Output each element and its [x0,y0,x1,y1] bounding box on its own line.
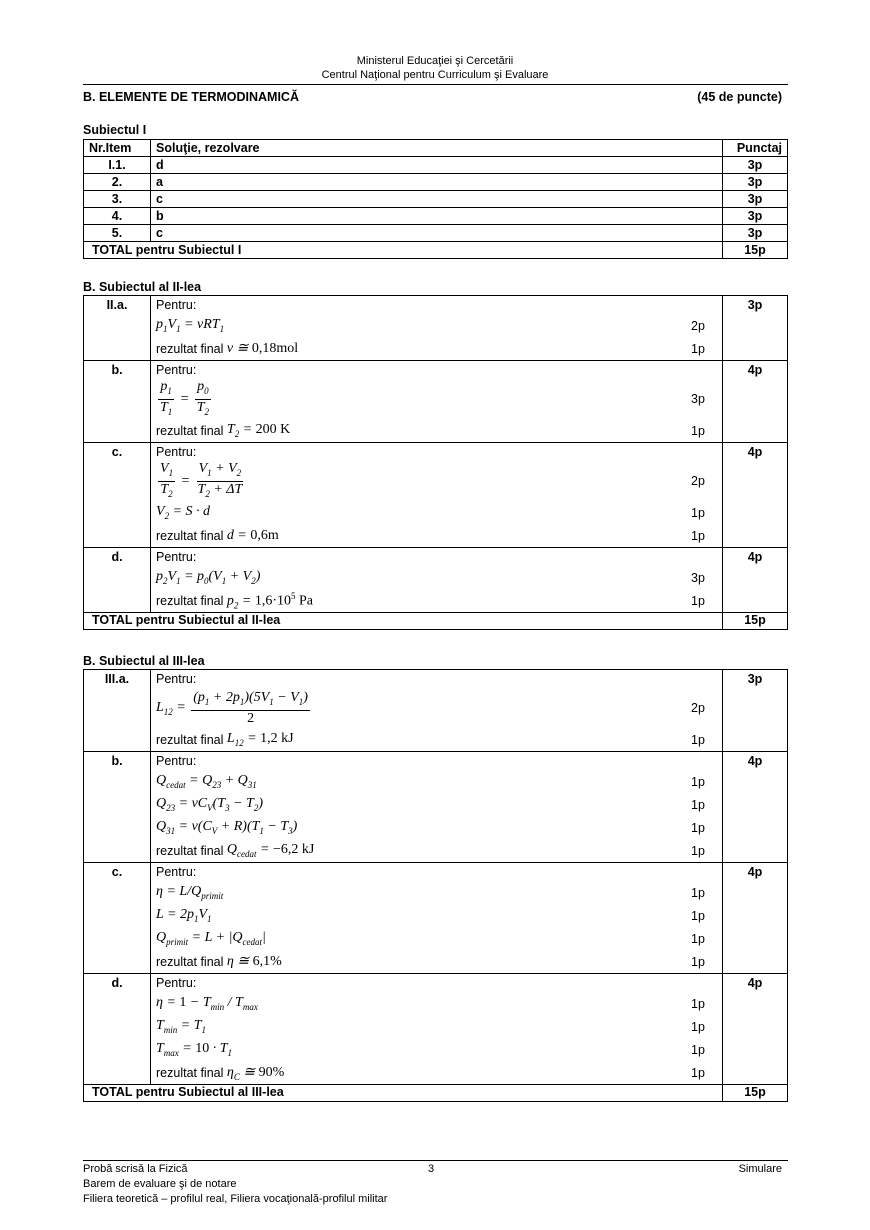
result-label: rezultat final [156,423,224,438]
item-number: II.a. [84,296,151,361]
line-points: 1p [691,797,705,812]
table-row [84,191,788,208]
for-label: Pentru: [156,865,197,879]
formula: $p_2V_1 = p_0(V_1 + V_2)$ [156,569,261,586]
line-points: 1p [691,1019,705,1034]
item-block-b [84,361,788,443]
page-number: 3 [428,1163,435,1175]
line [151,752,722,770]
formula-line [151,927,722,950]
center-name: Centrul Naţional pentru Curriculum şi Evaluare [321,69,549,81]
formula: $T_{min} = T_1$ [156,1018,207,1035]
header-rule [83,84,788,85]
line [151,670,722,688]
footer-session: Simulare [738,1163,782,1175]
formula-line [151,793,722,816]
formula: $V_2 = S \cdot d$ [156,504,211,521]
result-label: rezultat final [156,1065,224,1080]
col-solution-header: Soluţie, rezolvare [151,140,723,157]
result-formula: η ≅ 6,1% [226,954,282,969]
formula-line [151,314,722,337]
line-points: 3p [691,392,705,406]
formula: $L_{12}$ = $\frac{(p_1 + 2p_1)(5V_1 - V_1)}{2}$ [156,690,308,726]
line [151,443,722,461]
footer-barem: Barem de evaluare şi de notare [83,1178,237,1190]
total-row [84,242,788,259]
result-line [151,728,722,751]
solution-cell [151,974,723,1085]
line-points: 1p [691,820,705,835]
subject-2-title: B. Subiectul al II-lea [83,280,202,294]
for-label: Pentru: [156,550,197,564]
line-points: 1p [691,996,705,1011]
answer: d [151,157,723,174]
subject-3-table [83,669,788,1102]
item-points: 3p [723,191,788,208]
solution-cell [151,443,723,548]
item-number: 3. [84,191,151,208]
formula-line [151,501,722,524]
item-points: 3p [723,296,788,361]
result-line [151,950,722,973]
result-label: rezultat final [156,341,224,356]
formula-line [151,379,722,419]
result-line [151,337,722,360]
subject-1-table [83,139,788,259]
item-number: b. [84,752,151,863]
formula: $\frac{V_1}{T_2}$ = $\frac{V_1 + V_2}{T_2 + \Delta T}$ [160,460,243,499]
item-number: 5. [84,225,151,242]
subject-2-table [83,295,788,630]
result-formula: $L_{12} = 1,2$ kJ [226,731,294,748]
total-row [84,1085,788,1102]
item-points: 4p [723,863,788,974]
table-row [84,157,788,174]
line-points: 2p [691,318,705,333]
item-points: 4p [723,974,788,1085]
ministry-name: Ministerul Educaţiei şi Cercetării [356,55,514,67]
formula: $T_{max} = 10 \cdot T_1$ [156,1041,233,1058]
total-points: 15p [723,1085,788,1102]
solution-cell [151,361,723,443]
item-number: III.a. [84,670,151,752]
item-points: 4p [723,361,788,443]
col-points-header: Punctaj [723,140,788,157]
subject-1-title: Subiectul I [83,123,147,137]
table-row [84,208,788,225]
line-points: 1p [691,341,705,356]
line-points: 1p [691,732,705,747]
col-item-header: Nr.Item [84,140,151,157]
item-points: 4p [723,443,788,548]
line [151,548,722,566]
item-block-b [84,752,788,863]
answer: b [151,208,723,225]
formula: $p_1V_1 = \nu RT_1$ [156,317,225,334]
result-line [151,839,722,862]
formula: $\frac{p_1}{T_1}$ = $\frac{p_0}{T_2}$ [160,378,210,417]
answer: c [151,191,723,208]
table-row [84,174,788,191]
table-header [84,140,788,157]
line-points: 2p [691,474,705,488]
formula-line [151,770,722,793]
for-label: Pentru: [156,298,197,312]
subject-3-title: B. Subiectul al III-lea [83,654,205,668]
formula: $\eta = L/Q_{primit}$ [156,884,224,901]
result-formula: $p_2 = 1,6\cdot 10^5$ Pa [226,590,314,611]
item-number: d. [84,548,151,613]
line [151,361,722,379]
total-points: 15p [723,613,788,630]
line-points: 3p [691,570,705,585]
footer-exam: Probă scrisă la Fizică [83,1163,188,1175]
result-line [151,419,722,442]
solution-cell [151,296,723,361]
total-label: TOTAL pentru Subiectul al III-lea [84,1085,723,1102]
result-formula: ν ≅ 0,18mol [226,341,299,356]
item-block-d [84,974,788,1085]
item-number: b. [84,361,151,443]
item-block-c [84,863,788,974]
line-points: 1p [691,908,705,923]
item-block-c [84,443,788,548]
footer-rule [83,1160,788,1161]
item-points: 3p [723,208,788,225]
solution-cell [151,863,723,974]
line-points: 1p [691,423,705,438]
formula: $Q_{primit} = L + |Q_{cedat}|$ [156,930,266,947]
item-points: 4p [723,752,788,863]
item-points: 4p [723,548,788,613]
for-label: Pentru: [156,445,197,459]
formula-line [151,1015,722,1038]
total-label: TOTAL pentru Subiectul I [84,242,723,259]
line-points: 1p [691,1042,705,1057]
section-title: B. ELEMENTE DE TERMODINAMICĂ [83,90,299,104]
item-number: 4. [84,208,151,225]
formula-line [151,904,722,927]
result-label: rezultat final [156,954,224,969]
formula-line [151,1038,722,1061]
result-line [151,1061,722,1084]
item-points: 3p [723,670,788,752]
formula-line [151,992,722,1015]
formula-line [151,461,722,501]
result-line [151,524,722,547]
line-points: 1p [691,1065,705,1080]
line-points: 1p [691,843,705,858]
line-points: 1p [691,954,705,969]
result-line [151,589,722,612]
item-number: 2. [84,174,151,191]
formula: $Q_{23} = \nu C_V(T_3 - T_2)$ [156,796,263,813]
for-label: Pentru: [156,672,197,686]
formula: $L = 2p_1V_1$ [156,907,212,924]
formula: $Q_{31} = \nu(C_V + R)(T_1 - T_3)$ [156,819,298,836]
item-number: c. [84,443,151,548]
solution-cell [151,752,723,863]
item-points: 3p [723,157,788,174]
result-formula: d = 0,6m [226,527,279,543]
for-label: Pentru: [156,976,197,990]
result-formula: $Q_{cedat} = -6,2$ kJ [226,842,315,859]
total-label: TOTAL pentru Subiectul al II-lea [84,613,723,630]
item-block-a [84,296,788,361]
item-block-d [84,548,788,613]
item-number: I.1. [84,157,151,174]
line [151,974,722,992]
line-points: 1p [691,774,705,789]
line-points: 1p [691,593,705,608]
total-points: 15p [723,242,788,259]
solution-cell [151,670,723,752]
solution-cell [151,548,723,613]
line-points: 1p [691,885,705,900]
result-label: rezultat final [156,732,224,747]
line-points: 2p [691,701,705,715]
line-points: 1p [691,505,705,520]
for-label: Pentru: [156,363,197,377]
result-label: rezultat final [156,843,224,858]
formula-line [151,688,722,728]
line [151,863,722,881]
item-number: c. [84,863,151,974]
result-label: rezultat final [156,593,224,608]
result-formula: $T_2 = 200$ K [226,422,291,439]
formula-line [151,816,722,839]
line [151,296,722,314]
result-label: rezultat final [156,528,224,543]
formula-line [151,881,722,904]
formula: $\eta = 1 - T_{min} / T_{max}$ [156,995,258,1012]
footer-track: Filiera teoretică – profilul real, Filiera vocaţională-profilul militar [83,1193,388,1205]
item-block-a [84,670,788,752]
total-row [84,613,788,630]
table-row [84,225,788,242]
item-points: 3p [723,225,788,242]
answer: a [151,174,723,191]
answer: c [151,225,723,242]
result-formula: $\eta_C$ ≅ 90% [226,1064,285,1082]
section-points: (45 de puncte) [697,90,782,104]
item-number: d. [84,974,151,1085]
formula: $Q_{cedat} = Q_{23} + Q_{31}$ [156,773,257,790]
formula-line [151,566,722,589]
item-points: 3p [723,174,788,191]
for-label: Pentru: [156,754,197,768]
line-points: 1p [691,528,705,543]
line-points: 1p [691,931,705,946]
